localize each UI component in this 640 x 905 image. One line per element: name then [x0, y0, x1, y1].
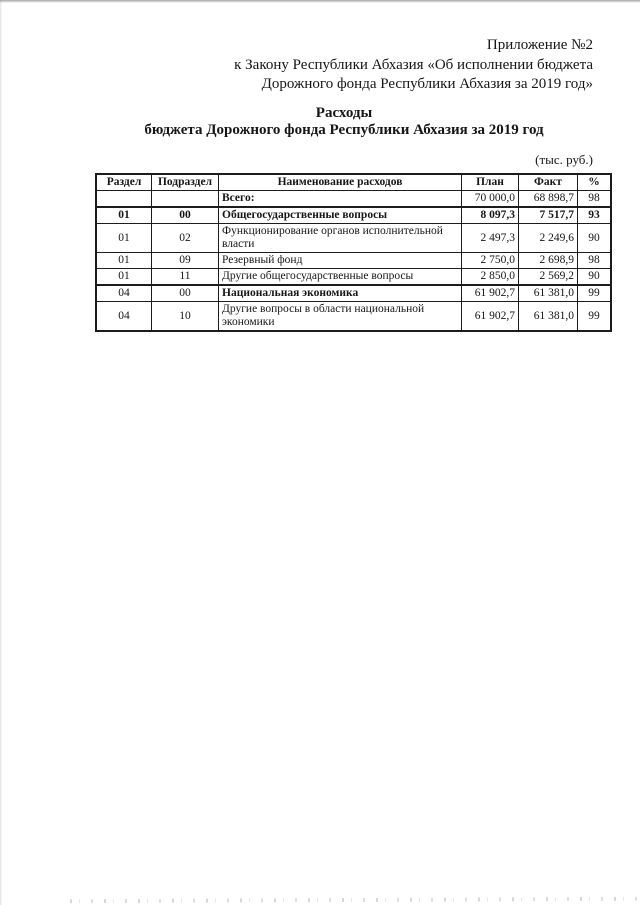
- cell-fact: 61 381,0: [519, 285, 578, 302]
- cell-razdel: 01: [96, 269, 152, 286]
- cell-podrazdel: 00: [152, 285, 219, 302]
- cell-fact: 7 517,7: [519, 207, 578, 224]
- col-header-name: Наименование расходов: [219, 174, 462, 191]
- cell-percent: 98: [578, 253, 612, 269]
- cell-name: Другие общегосударственные вопросы: [219, 269, 462, 286]
- annotation-line-3: Дорожного фонда Республики Абхазия за 2019 год»: [261, 76, 593, 92]
- table-row: [96, 253, 611, 269]
- annotation-line-2: к Закону Республики Абхазия «Об исполнении бюджета: [234, 56, 593, 73]
- cell-podrazdel: 10: [152, 302, 219, 332]
- cell-percent: 99: [578, 302, 612, 332]
- cell-fact: 61 381,0: [519, 302, 578, 332]
- col-header-podrazdel: Подраздел: [152, 174, 219, 191]
- cell-plan: 61 902,7: [462, 302, 519, 332]
- cell-plan: 2 497,3: [462, 224, 519, 253]
- col-header-percent: %: [578, 174, 612, 191]
- scan-top-edge-artifact: [0, 0, 640, 3]
- title-line-1: Расходы: [315, 105, 373, 121]
- cell-percent: 93: [578, 207, 612, 224]
- table-row: [96, 207, 611, 224]
- cell-name: Общегосударственные вопросы: [219, 207, 462, 224]
- table-header-row: [96, 174, 611, 191]
- col-header-fact: Факт: [519, 174, 578, 191]
- cell-razdel: 04: [96, 302, 152, 332]
- cell-plan: 70 000,0: [462, 191, 519, 208]
- col-header-plan: План: [462, 174, 519, 191]
- table-body: [96, 191, 611, 332]
- cell-name: Другие вопросы в области национальной экономики: [219, 302, 462, 332]
- cell-podrazdel: 00: [152, 207, 219, 224]
- cell-name: Всего:: [219, 191, 462, 208]
- title-line-2: бюджета Дорожного фонда Республики Абхазия за 2019 год: [144, 121, 544, 138]
- cell-name: Национальная экономика: [219, 285, 462, 302]
- cell-percent: 99: [578, 285, 612, 302]
- appendix-annotation: [234, 36, 593, 95]
- table-row: [96, 191, 611, 208]
- annotation-line-1: Приложение №2: [486, 37, 593, 53]
- cell-podrazdel: 02: [152, 224, 219, 253]
- cell-podrazdel: 09: [152, 253, 219, 269]
- cell-razdel: 01: [96, 224, 152, 253]
- cell-razdel: 04: [96, 285, 152, 302]
- cell-name: Резервный фонд: [219, 253, 462, 269]
- scan-bottom-noise-artifact: [70, 897, 640, 903]
- document-title: [95, 105, 593, 138]
- cell-razdel: 01: [96, 207, 152, 224]
- cell-fact: 2 249,6: [519, 224, 578, 253]
- table-row: [96, 269, 611, 286]
- table-row: [96, 285, 611, 302]
- cell-podrazdel: 11: [152, 269, 219, 286]
- cell-plan: 8 097,3: [462, 207, 519, 224]
- budget-expenditure-table: [95, 173, 612, 332]
- cell-name: Функционирование органов исполнительной власти: [219, 224, 462, 253]
- table-header: [96, 174, 611, 191]
- table-row: [96, 302, 611, 332]
- cell-plan: 2 750,0: [462, 253, 519, 269]
- scan-left-edge-artifact: [0, 0, 2, 905]
- cell-razdel: 01: [96, 253, 152, 269]
- cell-razdel: [96, 191, 152, 208]
- col-header-razdel: Раздел: [96, 174, 152, 191]
- cell-percent: 90: [578, 269, 612, 286]
- table-row: [96, 224, 611, 253]
- cell-percent: 90: [578, 224, 612, 253]
- cell-fact: 2 698,9: [519, 253, 578, 269]
- cell-fact: 68 898,7: [519, 191, 578, 208]
- cell-plan: 2 850,0: [462, 269, 519, 286]
- cell-fact: 2 569,2: [519, 269, 578, 286]
- units-note: (тыс. руб.): [535, 152, 593, 167]
- cell-podrazdel: [152, 191, 219, 208]
- cell-percent: 98: [578, 191, 612, 208]
- cell-plan: 61 902,7: [462, 285, 519, 302]
